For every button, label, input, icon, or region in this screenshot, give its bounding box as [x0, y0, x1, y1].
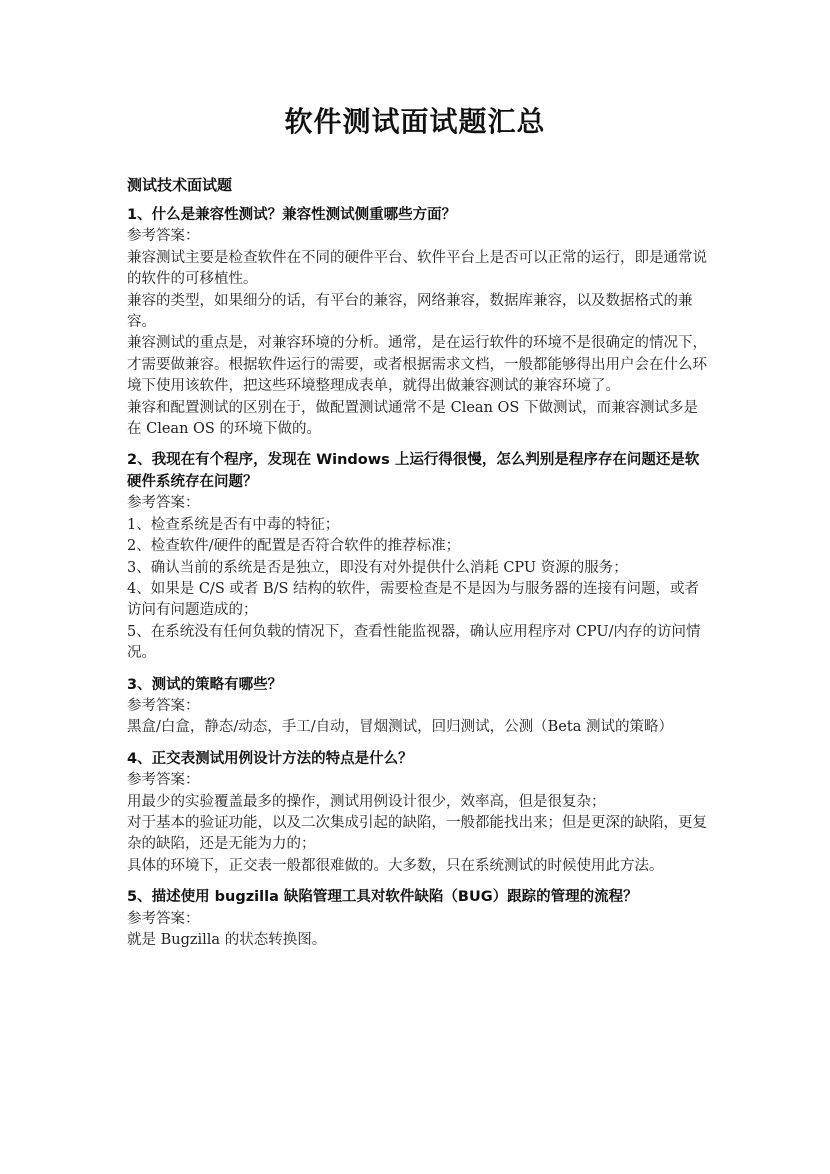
answer-paragraph: 3、确认当前的系统是否是独立，即没有对外提供什么消耗 CPU 资源的服务；	[127, 559, 628, 576]
answer-paragraph: 黑盒/白盒，静态/动态，手工/自动，冒烟测试，回归测试，公测（Beta 测试的策略）	[127, 719, 673, 736]
answer-paragraph: 1、检查系统是否有中毒的特征；	[127, 516, 340, 533]
qa-list	[127, 205, 712, 961]
answer-paragraph: 兼容测试的重点是，对兼容环境的分析。通常，是在运行软件的环境不是很确定的情况下，才需要做兼容。根据软件运行的需要，或者根据需求文档，一般都能够得出用户会在什么环境下使用该软件，把这些环境整理成表单，就得出做兼容测试的兼容环境了。	[127, 335, 707, 395]
answer-paragraph: 兼容和配置测试的区别在于，做配置测试通常不是 Clean OS 下做测试，而兼容测试多是在 Clean OS 的环境下做的。	[127, 399, 698, 438]
question-3: 3、测试的策略有哪些？	[127, 676, 283, 693]
answer-label: 参考答案：	[127, 495, 200, 512]
section-heading: 测试技术面试题	[127, 176, 233, 194]
qa-item-1	[127, 205, 712, 440]
answer-paragraph: 兼容测试主要是检查软件在不同的硬件平台、软件平台上是否可以正常的运行，即是通常说的软件的可移植性。	[127, 249, 707, 288]
answer-paragraph: 2、检查软件/硬件的配置是否符合软件的推荐标准；	[127, 538, 461, 555]
answer-label: 参考答案：	[127, 228, 200, 245]
answer-label: 参考答案：	[127, 910, 200, 927]
answer-paragraph: 用最少的实验覆盖最多的操作，测试用例设计很少，效率高，但是很复杂；	[127, 793, 606, 810]
qa-item-4	[127, 749, 712, 877]
answer-paragraph: 对于基本的验证功能，以及二次集成引起的缺陷，一般都能找出来；但是更深的缺陷，更复杂的缺陷，还是无能为力的；	[127, 814, 707, 853]
answer-paragraph: 4、如果是 C/S 或者 B/S 结构的软件，需要检查是不是因为与服务器的连接有问题，或者访问有问题造成的；	[127, 580, 700, 619]
answer-paragraph: 就是 Bugzilla 的状态转换图。	[127, 932, 327, 948]
answer-paragraph: 具体的环境下，正交表一般都很难做的。大多数，只在系统测试的时候使用此方法。	[127, 857, 664, 874]
question-4: 4、正交表测试用例设计方法的特点是什么？	[127, 750, 413, 767]
answer-label: 参考答案：	[127, 772, 200, 789]
qa-item-5	[127, 887, 712, 951]
question-5: 5、描述使用 bugzilla 缺陷管理工具对软件缺陷（BUG）跟踪的管理的流程？	[127, 889, 638, 906]
question-1: 1、什么是兼容性测试？兼容性测试侧重哪些方面？	[127, 207, 457, 223]
qa-item-2	[127, 450, 712, 664]
answer-label: 参考答案：	[127, 697, 200, 714]
question-2: 2、我现在有个程序，发现在 Windows 上运行得很慢，怎么判别是程序存在问题还是软硬件系统存在问题？	[127, 452, 700, 490]
answer-paragraph: 5、在系统没有任何负载的情况下，查看性能监视器，确认应用程序对 CPU/内存的访问情况。	[127, 623, 701, 662]
qa-item-3	[127, 675, 712, 739]
page-title: 软件测试面试题汇总	[284, 105, 546, 138]
answer-paragraph: 兼容的类型，如果细分的话，有平台的兼容，网络兼容，数据库兼容，以及数据格式的兼容。	[127, 292, 693, 331]
